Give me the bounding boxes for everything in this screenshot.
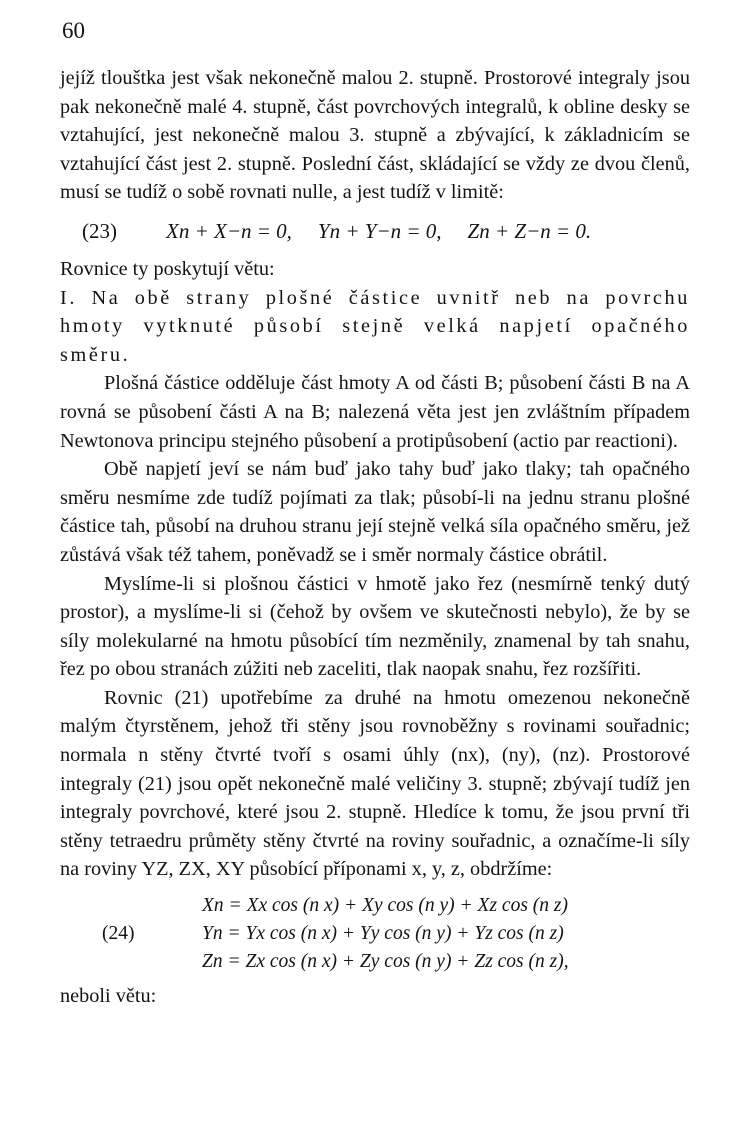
equation-24-rows bbox=[202, 892, 569, 976]
paragraph-7: Rovnic (21) upotřebíme za druhé na hmotu omezenou nekonečně malým čtyrstěnem, jehož tři stěny jsou rovnoběžny s rovinami souřadnic; normala n stěny čtvrté tvoří s osami úhly (nx), (ny), (nz). Prostorové integraly (21) jsou opět nekonečně malé veličiny 3. stupně; zbývají tudíž jen integraly povrchové, které jsou 2. stupně. Hledíce k tomu, že jsou první tři stěny tetraedru průměty stěny čtvrté na roviny souřadnic, a označíme-li síly na roviny YZ, ZX, XY působící příponami x, y, z, obdržíme: bbox=[60, 686, 690, 881]
equation-24 bbox=[60, 892, 690, 976]
equation-24-row-y: Yn = Yx cos (n x) + Yy cos (n y) + Yz cos (n z) bbox=[202, 923, 564, 945]
paragraph-4: Plošná částice odděluje část hmoty A od části B; působení části B na A rovná se působení části A na B; nalezená věta jest jen zvláštním případem Newtonova principu stejného působení a protipůsobení (actio par reactioni). bbox=[60, 372, 690, 452]
equation-23 bbox=[60, 213, 690, 251]
paragraph-3-theorem: I. Na obě strany plošné částice uvnitř neb na povrchu hmoty vytknuté působí stejně velká napjetí opačného směru. bbox=[60, 286, 690, 366]
page-number: 60 bbox=[62, 18, 85, 43]
equation-23-z: Zn + Z−n = 0. bbox=[467, 219, 592, 244]
paragraph-1: jejíž tlouštka jest však nekonečně malou 2. stupně. Prostorové integraly jsou pak nekonečně malé 4. stupně, část povrchových integralů, k obline desky se vztahující, jest nekonečně malou 3. stupně a zbývající, k základnicím se vztahující část jest 2. stupně. Poslední část, skládající se vždy ze dvou členů, musí se tudíž o sobě rovnati nulle, a jest tudíž v limitě: bbox=[60, 67, 690, 204]
paragraph-6: Myslíme-li si plošnou částici v hmotě jako řez (nesmírně tenký dutý prostor), a myslíme-li si (čehož by ovšem ve skutečnosti nebylo), že by se síly molekularné na hmotu působící tím nezměnily, znamenal by tah snahu, řez po obou stranách zúžiti neb zaceliti, tlak naopak snahu, řez rozšířiti. bbox=[60, 572, 690, 681]
paragraph-8: neboli větu: bbox=[60, 985, 157, 1008]
paragraph-5: Obě napjetí jeví se nám buď jako tahy buď jako tlaky; tah opačného směru nesmíme zde tudíž pojímati za tlak; působí-li na jednu stranu plošné částice tah, působí na druhou stranu její stejně velká síla opačného směru, jež zůstává však též tahem, poněvadž se i směr normaly částice obrátil. bbox=[60, 458, 690, 566]
equation-23-label: (23) bbox=[82, 219, 117, 244]
equation-24-row-z: Zn = Zx cos (n x) + Zy cos (n y) + Zz cos (n z), bbox=[202, 951, 569, 973]
equation-23-y: Yn + Y−n = 0, bbox=[317, 219, 442, 244]
equation-24-row-x: Xn = Xx cos (n x) + Xy cos (n y) + Xz cos (n z) bbox=[202, 895, 568, 917]
page-body bbox=[60, 64, 690, 1011]
equation-23-x: Xn + X−n = 0, bbox=[166, 219, 292, 244]
paragraph-2: Rovnice ty poskytují větu: bbox=[60, 257, 275, 280]
equation-24-label: (24) bbox=[102, 923, 135, 945]
